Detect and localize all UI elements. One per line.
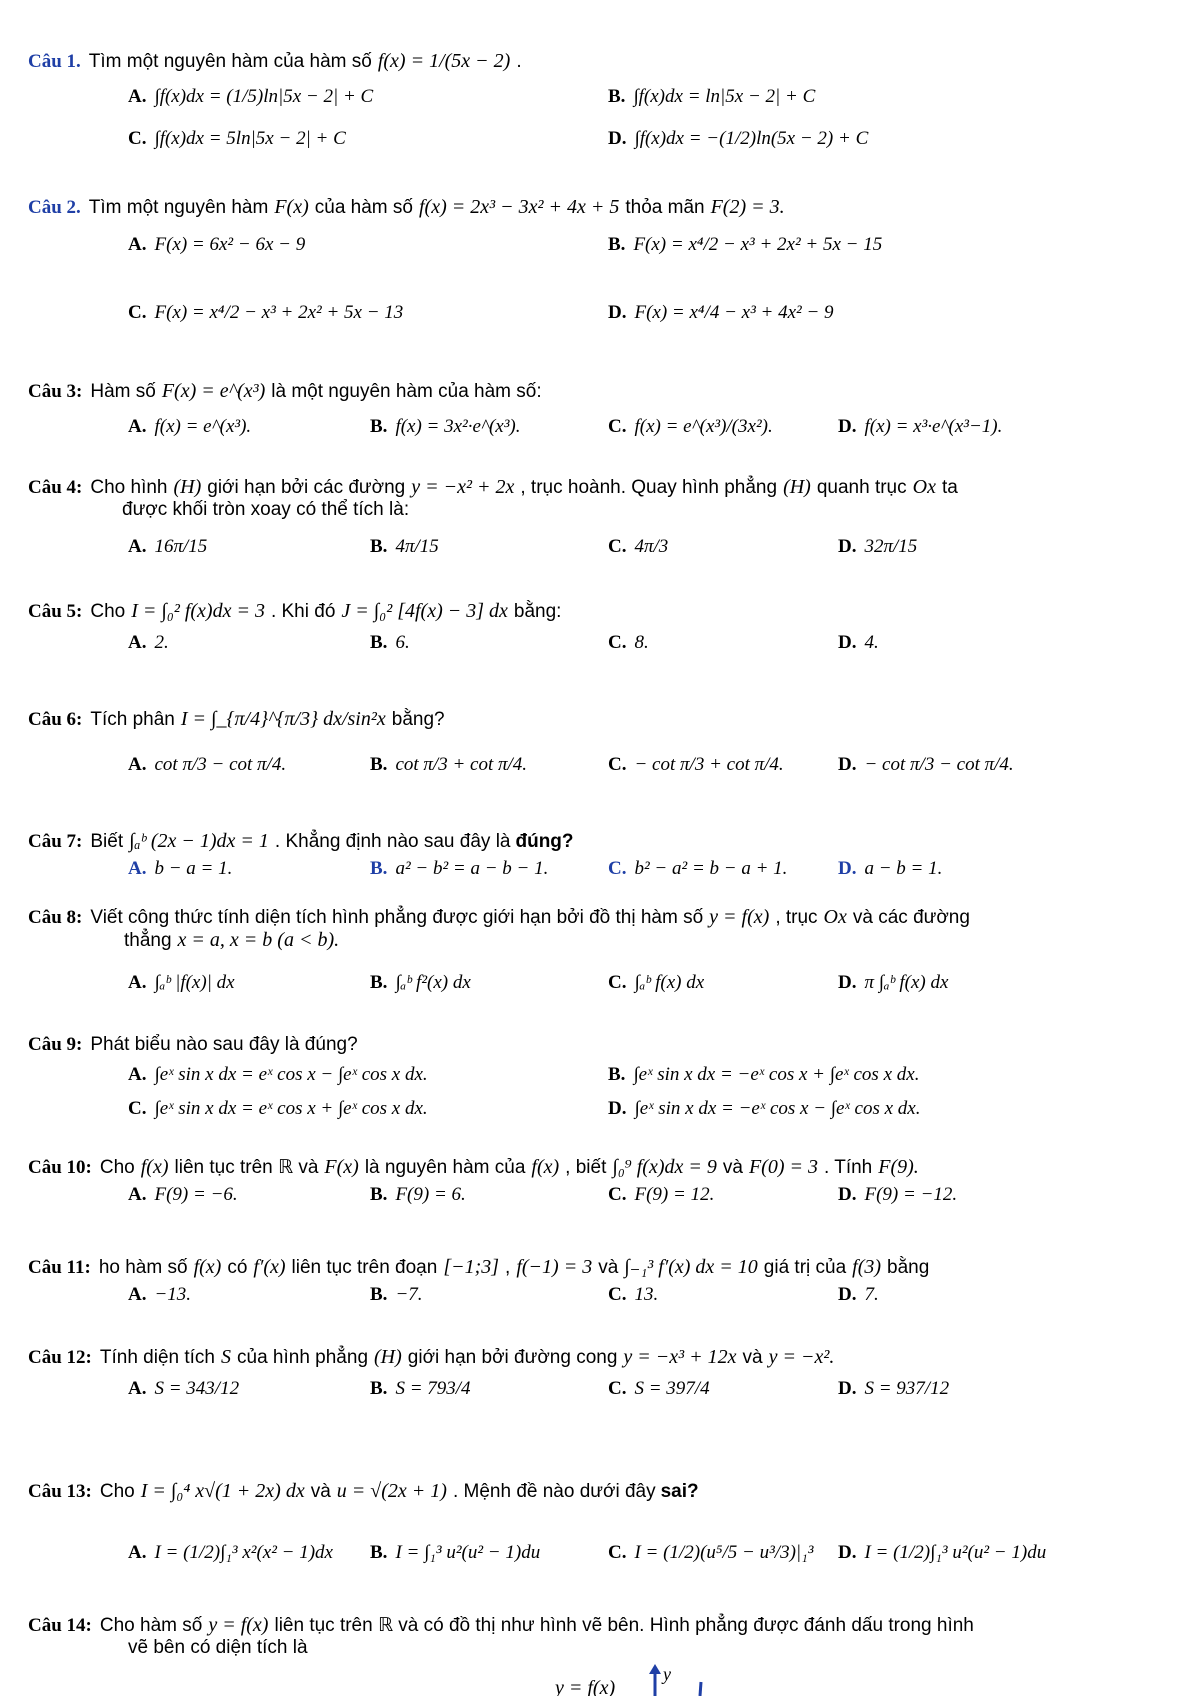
formula: f′(x)	[253, 1256, 286, 1278]
option-d[interactable]: D. a − b = 1.	[838, 858, 943, 879]
formula: y = f(x)	[709, 906, 770, 928]
option-b[interactable]: B. F(9) = 6.	[370, 1184, 466, 1205]
question-stem: . Mệnh đề nào dưới đây	[452, 1481, 656, 1502]
function-graph	[555, 1664, 705, 1696]
option-c[interactable]: C. F(9) = 12.	[608, 1184, 715, 1205]
emphasis: sai?	[660, 1481, 699, 1502]
formula: I = ∫₀⁴ x√(1 + 2x) dx	[140, 1480, 305, 1502]
option-b[interactable]: B. S = 793/4	[370, 1378, 471, 1399]
question-label: Câu 1.	[28, 51, 81, 72]
formula: Ox	[912, 476, 936, 498]
question-stem: Tìm một nguyên hàm của hàm số	[88, 51, 372, 72]
question-stem: Viết công thức tính diện tích hình phẳng được giới hạn bởi đồ thị hàm số	[90, 907, 704, 928]
option-b[interactable]: B. 4π/15	[370, 536, 439, 557]
question-9	[28, 1034, 1182, 1119]
formula: (H)	[783, 476, 811, 498]
curve-label: y = f(x)	[555, 1677, 616, 1696]
question-label: Câu 8:	[28, 907, 83, 928]
question-stem: Cho	[99, 1481, 135, 1502]
question-stem-line2: thẳng	[124, 930, 172, 951]
formula: I = ∫₀² f(x)dx = 3	[131, 600, 265, 622]
option-a[interactable]: A. f(x) = e^(x³).	[128, 416, 252, 437]
question-stem: , biết	[565, 1157, 607, 1178]
question-label: Câu 11:	[28, 1257, 91, 1278]
question-stem: bằng	[887, 1257, 930, 1278]
formula: [−1;3]	[443, 1256, 500, 1278]
question-stem: Cho	[99, 1157, 135, 1178]
question-8	[28, 906, 1182, 993]
question-13	[28, 1480, 1182, 1563]
question-stem: Cho hàm số	[99, 1615, 203, 1636]
question-label: Câu 10:	[28, 1157, 92, 1178]
option-a[interactable]: A. 16π/15	[128, 536, 208, 557]
option-b[interactable]: B. −7.	[370, 1284, 423, 1305]
question-stem: . Khi đó	[270, 601, 336, 622]
question-4	[28, 476, 1182, 557]
formula: f(x) = 2x³ − 3x² + 4x + 5	[418, 196, 620, 218]
formula: f(3)	[852, 1256, 882, 1278]
option-c[interactable]: C. ∫ₐᵇ f(x) dx	[608, 972, 705, 993]
formula: Ox	[823, 906, 847, 928]
question-label: Câu 6:	[28, 709, 83, 730]
question-stem: và	[722, 1157, 743, 1178]
option-c[interactable]: C. b² − a² = b − a + 1.	[608, 858, 788, 879]
question-stem: liên tục trên ℝ và	[174, 1157, 319, 1178]
formula: F(0) = 3	[748, 1156, 818, 1178]
formula: F(x)	[274, 196, 309, 218]
question-stem: bằng:	[513, 601, 562, 622]
formula: F(2) = 3.	[710, 196, 785, 218]
option-b[interactable]: B. ∫ₐᵇ f²(x) dx	[370, 972, 471, 993]
question-stem: có	[227, 1257, 248, 1278]
question-label: Câu 14:	[28, 1615, 92, 1636]
option-a[interactable]: A. 2.	[128, 632, 169, 653]
formula: f(x)	[140, 1156, 169, 1178]
option-a[interactable]: A. F(x) = 6x² − 6x − 9	[128, 234, 306, 255]
question-1	[28, 50, 1182, 149]
question-stem: , trục	[775, 907, 818, 928]
option-a[interactable]: A. b − a = 1.	[128, 858, 233, 879]
option-c[interactable]: C. 13.	[608, 1284, 659, 1305]
option-a[interactable]: A. I = (1/2)∫₁³ x²(x² − 1)dx	[128, 1542, 333, 1563]
question-stem: và	[598, 1257, 619, 1278]
question-label: Câu 9:	[28, 1034, 83, 1055]
option-c[interactable]: C. I = (1/2)(u⁵/5 − u³/3)|₁³	[608, 1542, 814, 1563]
option-c[interactable]: C. S = 397/4	[608, 1378, 710, 1399]
question-14	[28, 1614, 1182, 1659]
option-d[interactable]: D. f(x) = x³·e^(x³−1).	[838, 416, 1003, 437]
question-stem: , trục hoành. Quay hình phẳng	[520, 477, 778, 498]
question-stem: Tính diện tích	[99, 1347, 215, 1368]
question-stem: ho hàm số	[98, 1257, 188, 1278]
option-b[interactable]: B. ∫eˣ sin x dx = −eˣ cos x + ∫eˣ cos x dx.	[608, 1064, 920, 1085]
formula: y = −x³ + 12x	[623, 1346, 737, 1368]
question-label: Câu 2.	[28, 197, 81, 218]
punct: .	[516, 51, 522, 72]
graph-svg	[555, 1664, 705, 1696]
formula: f(−1) = 3	[516, 1256, 593, 1278]
question-7	[28, 830, 1182, 879]
question-stem: và các đường	[852, 907, 970, 928]
question-stem: giới hạn bởi các đường	[207, 477, 406, 498]
question-label: Câu 3:	[28, 381, 83, 402]
question-stem: Hàm số	[90, 381, 156, 402]
question-stem: là nguyên hàm của	[364, 1157, 526, 1178]
option-b[interactable]: B. I = ∫₁³ u²(u² − 1)du	[370, 1542, 541, 1563]
question-stem: liên tục trên ℝ và có đồ thị như hình vẽ bên. Hình phẳng được đánh dấu trong hình	[274, 1615, 974, 1636]
formula: (H)	[374, 1346, 402, 1368]
option-b[interactable]: B. a² − b² = a − b − 1.	[370, 858, 549, 879]
option-d[interactable]: D. ∫f(x)dx = −(1/2)ln(5x − 2) + C	[608, 128, 869, 149]
option-b[interactable]: B. 6.	[370, 632, 410, 653]
emphasis: đúng?	[515, 831, 574, 852]
question-stem: giá trị của	[763, 1257, 847, 1278]
question-stem: là một nguyên hàm của hàm số:	[271, 381, 542, 402]
question-11	[28, 1254, 1182, 1305]
formula: u = √(2x + 1)	[336, 1480, 447, 1502]
option-c[interactable]: C. f(x) = e^(x³)/(3x²).	[608, 416, 773, 437]
formula: I = ∫_{π/4}^{π/3} dx/sin²x	[180, 708, 386, 730]
option-b[interactable]: B. f(x) = 3x²·e^(x³).	[370, 416, 521, 437]
curve-segment	[700, 1682, 701, 1696]
option-c[interactable]: C. ∫eˣ sin x dx = eˣ cos x + ∫eˣ cos x dx.	[128, 1098, 428, 1119]
formula: ∫ₐᵇ (2x − 1)dx = 1	[129, 830, 269, 852]
question-label: Câu 4:	[28, 477, 83, 498]
question-stem: Cho hình	[90, 477, 168, 498]
question-stem: bằng?	[391, 709, 445, 730]
option-c[interactable]: C. ∫f(x)dx = 5ln|5x − 2| + C	[128, 128, 346, 149]
formula: F(9).	[878, 1156, 919, 1178]
question-stem: ,	[505, 1257, 511, 1278]
question-stem: và	[742, 1347, 763, 1368]
option-d[interactable]: D. π ∫ₐᵇ f(x) dx	[838, 972, 949, 993]
option-d[interactable]: D. S = 937/12	[838, 1378, 950, 1399]
question-stem-line2: được khối tròn xoay có thể tích là:	[122, 499, 410, 520]
formula: x = a, x = b (a < b).	[177, 929, 340, 951]
y-axis-arrow-icon	[649, 1664, 661, 1674]
formula: f(x)	[531, 1156, 560, 1178]
formula: F(x)	[324, 1156, 359, 1178]
formula: S	[221, 1346, 231, 1368]
question-2	[28, 196, 1182, 323]
question-12	[28, 1346, 1182, 1399]
question-stem: liên tục trên đoạn	[291, 1257, 438, 1278]
question-stem: ta	[941, 477, 958, 498]
option-a[interactable]: A. ∫ₐᵇ |f(x)| dx	[128, 972, 235, 993]
question-stem: giới hạn bởi đường cong	[407, 1347, 618, 1368]
question-label: Câu 12:	[28, 1347, 92, 1368]
question-stem: quanh trục	[816, 477, 907, 498]
option-a[interactable]: A. S = 343/12	[128, 1378, 240, 1399]
formula: ∫₀⁹ f(x)dx = 9	[612, 1156, 717, 1178]
option-d[interactable]: D. ∫eˣ sin x dx = −eˣ cos x − ∫eˣ cos x dx.	[608, 1098, 921, 1119]
question-10	[28, 1156, 1182, 1205]
option-d[interactable]: D. 4.	[838, 632, 879, 653]
option-b[interactable]: B. ∫f(x)dx = ln|5x − 2| + C	[608, 86, 816, 107]
option-b[interactable]: B. F(x) = x⁴/2 − x³ + 2x² + 5x − 15	[608, 234, 883, 255]
option-a[interactable]: A. −13.	[128, 1284, 192, 1305]
option-c[interactable]: C. 4π/3	[608, 536, 669, 557]
question-stem: Cho	[90, 601, 126, 622]
question-5	[28, 600, 1182, 653]
question-stem: Tích phân	[90, 709, 175, 730]
option-a[interactable]: A. F(9) = −6.	[128, 1184, 238, 1205]
option-d[interactable]: D. 7.	[838, 1284, 879, 1305]
question-label: Câu 7:	[28, 831, 83, 852]
option-a[interactable]: A. cot π/3 − cot π/4.	[128, 754, 287, 775]
option-d[interactable]: D. F(x) = x⁴/4 − x³ + 4x² − 9	[608, 302, 834, 323]
option-c[interactable]: C. − cot π/3 + cot π/4.	[608, 754, 784, 775]
formula: ∫₋₁³ f′(x) dx = 10	[624, 1256, 758, 1278]
formula: f(x)	[193, 1256, 222, 1278]
question-stem: Phát biểu nào sau đây là đúng?	[90, 1034, 358, 1055]
formula: f(x) = 1/(5x − 2)	[377, 50, 511, 72]
question-stem: Biết	[90, 831, 124, 852]
option-b[interactable]: B. cot π/3 + cot π/4.	[370, 754, 528, 775]
question-6	[28, 708, 1182, 775]
formula: y = −x².	[768, 1346, 835, 1368]
option-d[interactable]: D. I = (1/2)∫₁³ u²(u² − 1)du	[838, 1542, 1047, 1563]
question-stem: Tìm một nguyên hàm	[88, 197, 269, 218]
formula: y = −x² + 2x	[411, 476, 515, 498]
option-d[interactable]: D. F(9) = −12.	[838, 1184, 958, 1205]
option-d[interactable]: D. − cot π/3 − cot π/4.	[838, 754, 1014, 775]
axis-label: y	[663, 1664, 671, 1684]
question-label: Câu 13:	[28, 1481, 92, 1502]
formula: J = ∫₀² [4f(x) − 3] dx	[341, 600, 508, 622]
question-stem: thỏa mãn	[625, 197, 705, 218]
option-a[interactable]: A. ∫f(x)dx = (1/5)ln|5x − 2| + C	[128, 86, 374, 107]
question-stem: và	[310, 1481, 331, 1502]
formula: y = f(x)	[208, 1614, 269, 1636]
question-stem: của hàm số	[314, 197, 413, 218]
question-3	[28, 380, 1182, 437]
question-label: Câu 5:	[28, 601, 83, 622]
question-stem: của hình phẳng	[237, 1347, 369, 1368]
formula: (H)	[173, 476, 202, 498]
option-c[interactable]: C. F(x) = x⁴/2 − x³ + 2x² + 5x − 13	[128, 302, 404, 323]
option-c[interactable]: C. 8.	[608, 632, 649, 653]
formula: F(x) = e^(x³)	[161, 380, 266, 402]
question-stem: . Khẳng định nào sau đây là	[274, 831, 511, 852]
question-stem-line2: vẽ bên có diện tích là	[128, 1637, 308, 1658]
option-a[interactable]: A. ∫eˣ sin x dx = eˣ cos x − ∫eˣ cos x dx.	[128, 1064, 428, 1085]
option-d[interactable]: D. 32π/15	[838, 536, 918, 557]
question-stem: . Tính	[824, 1157, 873, 1178]
